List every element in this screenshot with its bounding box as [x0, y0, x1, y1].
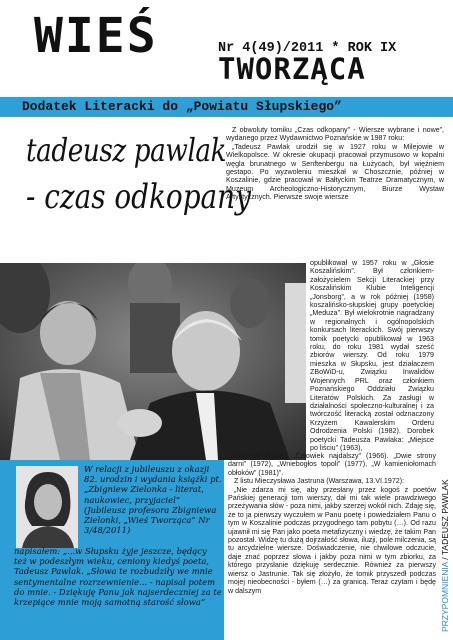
magazine-subtitle: TWORZĄCA	[218, 52, 366, 86]
headline-title: tadeusz pawlak	[26, 131, 227, 169]
bottom-paragraph: „Korzenie” (1966), „Człowiek najdalszy” (1966). „Dwie strony darni” (1972), „Wniebogłos topoli” (1977), „W kamieniołomach obłoków” (1981)”.	[228, 452, 436, 477]
magazine-title: WIEŚ	[34, 8, 158, 64]
intro-paragraph: Z obwoluty tomiku „Czas odkopany” - Wiersze wybrane i nowe”, wydanego przez Wydawnictwo Poznańskie w 1987 roku:	[226, 126, 444, 143]
issue-number: Nr 4(49)/2011 * ROK IX	[218, 41, 397, 56]
bottom-paragraph: Z listu Mieczysława Jastruna (Warszawa, 13.VI.1972):	[234, 477, 405, 486]
caption-lead: W relacji z jubileuszu z okazji 82. urodzin i wydania książki pt. „Zbigniew Zielonka - literat, naukowiec, przyjaciel” (Jubileusz profesora Zbigniewa Zielonki, „Wieś Tworząca” Nr 3/48/2011)	[84, 464, 222, 536]
intro-paragraph: „Tadeusz Pawlak urodził się w 1927 roku w Milejowie w Wielkopolsce. W okresie okupacji pracował przymusowo w kopalni węgla brunatnego w Senftenbergu na Łużycach, był więźniem gestapo. Po wyzwoleniu mieszkał w Choszcznie, później w Koszalinie, gdzie pracował w Bałtyckim Teatrze Dramatycznym, w Muzeum Archeologiczno-Historycznym, Biurze Wystaw Artystycznych. Pierwsze swoje wiersze	[226, 142, 444, 202]
headline-subtitle: - czas odkopany	[26, 177, 251, 217]
column-paragraph: opublikował w 1957 roku w „Głosie Koszalińskim”. Był członkiem-założycielem Sekcji Literackiej przy Koszalińskim Klubie Inteligencji „Jonsborg”, a w rok później (1958) koszalińsko-słupskiej grupy poetyckiej „Meduza”. Był wielokrotnie nagradzany w regionalnych i ogólnopolskich konkursach literackich. Swój pierwszy tomik poetycki opublikował w 1963 roku, do roku 1981 wydał sześć zbiorów wierszy. Od roku 1979 mieszka w Słupsku, jest działaczem ZBoWiD-u, Związku Inwalidów Wojennych PRL oraz członkiem Poznańskiego Oddziału Związku Literatów Polskich. Za zasługi w działalności społeczno-kulturalnej i za twórczość literacką został odznaczony Krzyżem Kawalerskim Orderu Odrodzenia Polski (1982). Dorobek poetycki Tadeusza Pawlaka: „Miejsce po liściu” (1963),	[310, 259, 434, 452]
section-label-accent: PRZYPOMNIENIA	[440, 562, 450, 632]
supplement-line: Dodatek Literacki do „Powiatu Słupskiego”	[22, 99, 342, 114]
event-photo	[0, 263, 306, 460]
article-column-bottom	[228, 452, 436, 595]
section-label	[440, 479, 450, 632]
author-portrait	[16, 466, 78, 548]
bottom-paragraph: „Nie zdarza mi się, aby przesłany przez kogoś z poetów Pańskiej generacji tom wierszy, dał mi tak wiele prawdziwego przeżywania słów - poza nimi, jakby szerzej wokół nich. Zdaję się, że to ja pierwszy wyczułem w Panu poetę i powiedziałem Panu o tym w Koszalinie podczas przygodnego tam pobytu (…). Od razu ujawnił mi się Pan jako poeta metafizyczny i wiedzę, że takim Pan pozostał. Widzę tu dużą dojrzałość słowa, iluzji, pole milczenia, są tu arcydzielne wiersze. Doświadczenie, nie chwilowe odczucie, daje znać poprzez słowa i jakby poza nimi w tym zbiorku, za którego przysłanie dziękuję serdecznie. Również za pierwszy wiersz o Jastrunie. Tak się złożyło, że tomik przyszedł podczas mojej nieobecności - byłem (…) za granicą. Teraz czytam i będę w dalszym	[228, 485, 436, 595]
article-intro	[226, 126, 444, 202]
article-column-right	[310, 259, 434, 452]
caption-quote: napisałem: „...w Słupsku żyje jeszcze, będący też w podeszłym wieku, ceniony kiedyś poeta, Tadeusz Pawlak. „Słowa te rozbudziły we mnie sentymentalne rozrzewnienie... - napisał potem do mnie. - Dziękuję Panu jak najserdeczniej za te krzepiące mnie moją samotną starość słowa”	[14, 546, 222, 608]
section-label-rest: / TADEUSZ PAWLAK	[440, 479, 450, 563]
